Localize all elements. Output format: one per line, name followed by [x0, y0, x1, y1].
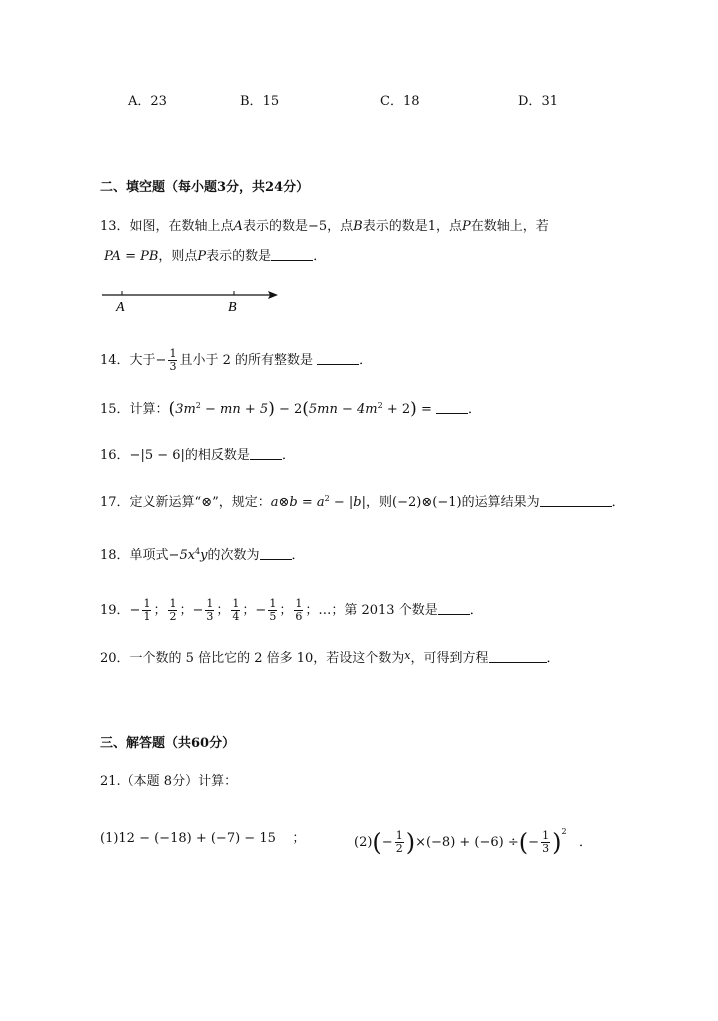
question-14: 14．大于− $\frac{1}{3}$ 且小于 2 的所有整数是 ． [100, 347, 373, 373]
question-21-part1: (1)12 − (−18) + (−7) − 15 ； [100, 831, 306, 846]
answer-blank[interactable] [250, 447, 282, 460]
question-13-line2: PA = PB，则点P表示的数是 ． [104, 249, 327, 264]
fraction: $\frac{1}{1}$ [143, 597, 151, 623]
fraction: $\frac{1}{4}$ [232, 597, 240, 623]
number-line-figure [100, 286, 290, 316]
option-c: C．18 [380, 94, 420, 109]
question-13-line1: 13．如图，在数轴上点A表示的数是−5，点B表示的数是1，点P在数轴上，若 [100, 219, 549, 234]
fraction: $\frac{1}{3}$ [542, 829, 550, 855]
answer-blank[interactable] [436, 401, 468, 414]
answer-blank[interactable] [438, 602, 470, 615]
point-label-b: B [228, 300, 237, 315]
option-d: D．31 [518, 94, 558, 109]
question-21-title: 21.（本题 8分）计算： [100, 774, 238, 789]
section-title-solve: 三、解答题（共60分） [100, 736, 236, 751]
question-15: 15．计算：($3m^2$ − mn + $5) - 2(5mn - 4m^2 + 2)$ = ． [100, 399, 481, 419]
question-18: 18．单项式$-5x^4y$的次数为 ． [100, 547, 305, 563]
option-b: B．15 [240, 94, 280, 109]
fraction: $\frac{1}{6}$ [295, 597, 303, 623]
answer-blank[interactable] [317, 352, 359, 365]
fraction: $\frac{1}{3}$ [169, 347, 177, 373]
answer-blank[interactable] [271, 248, 313, 261]
answer-blank[interactable] [540, 494, 612, 507]
question-16: 16．−|5 − 6|的相反数是 ． [100, 448, 295, 463]
fraction: $\frac{1}{5}$ [269, 597, 277, 623]
fraction: $\frac{1}{2}$ [169, 597, 177, 623]
fraction: $\frac{1}{2}$ [395, 829, 403, 855]
option-a: A．23 [128, 94, 167, 109]
answer-blank[interactable] [489, 650, 547, 663]
answer-blank[interactable] [260, 547, 292, 560]
fraction: $\frac{1}{3}$ [206, 597, 214, 623]
question-19: 19．− $\frac{1}{1}$ ； $\frac{1}{2}$ ；− $\frac{1}{3}$ ； $\frac{1}{4}$ ；− $\frac{1}{5}$ ； $\frac{1}{6}$ ；…；第 2013 个数是 ． [100, 597, 483, 623]
point-label-a: A [116, 300, 125, 315]
question-20: 20．一个数的 5 倍比它的 2 倍多 10，若设这个数为$^x$，可得到方程 ． [100, 649, 560, 666]
section-title-fill-blank: 二、填空题（每小题3分，共24分） [100, 180, 310, 195]
question-21-part2: (2)(− $\frac{1}{2}$ )×(−8) + (−6) ÷(− $\frac{1}{3}$ )$^2$ ． [354, 827, 592, 857]
question-17: 17．定义新运算“⊗”，规定：a⊗b = $a^2 - |b|$，则(−2)⊗(−1)的运算结果为 ． [100, 494, 625, 510]
